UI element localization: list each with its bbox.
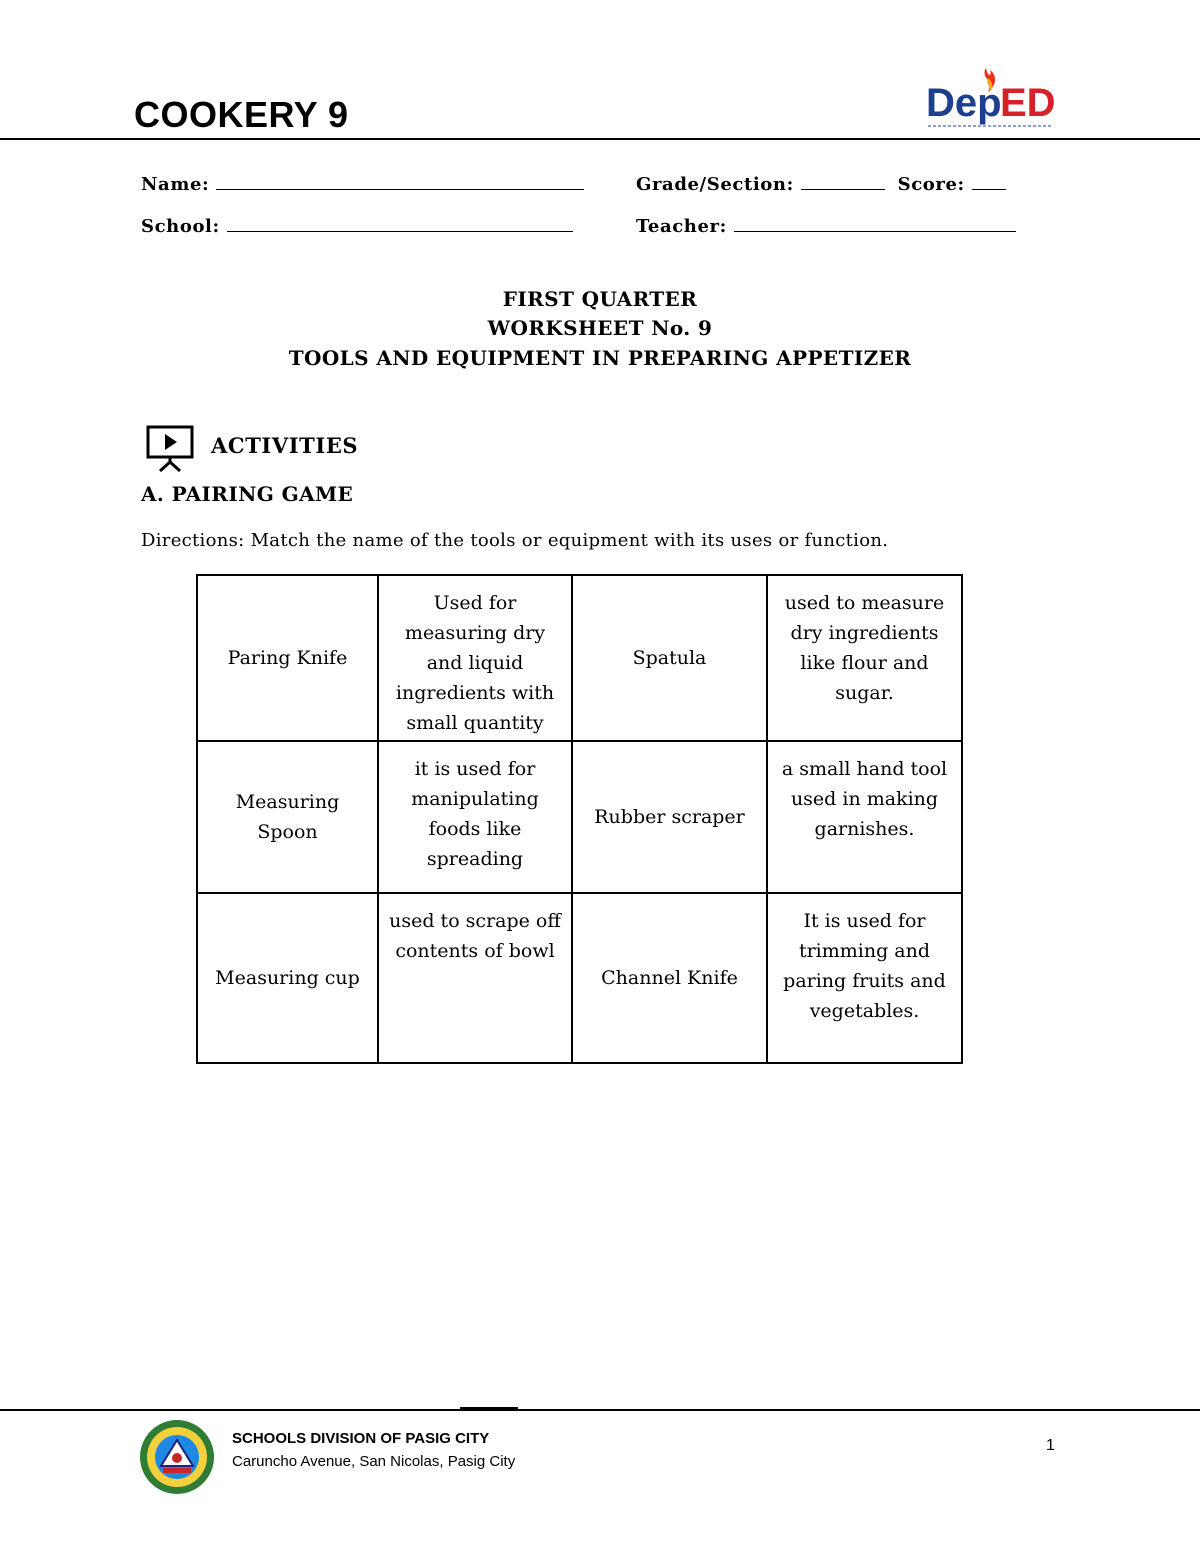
- activities-heading: ACTIVITIES: [211, 433, 359, 458]
- description-cell: a small hand tool used in making garnishes.: [767, 741, 962, 893]
- teacher-blank[interactable]: [734, 215, 1016, 232]
- pairing-game-heading: A. PAIRING GAME: [141, 482, 354, 506]
- tool-cell: Measuring cup: [197, 893, 378, 1063]
- directions-text: Directions: Match the name of the tools or equipment with its uses or function.: [141, 530, 889, 551]
- name-field: [141, 173, 584, 195]
- svg-text:ED: ED: [1000, 81, 1056, 125]
- school-field: [141, 215, 573, 237]
- svg-text:Dep: Dep: [926, 81, 1002, 125]
- header-divider: [0, 138, 1200, 140]
- school-label: School:: [141, 216, 220, 237]
- topic-title: TOOLS AND EQUIPMENT IN PREPARING APPETIZER: [288, 346, 912, 370]
- document-title: COOKERY 9: [134, 94, 349, 135]
- footer-divider-accent: [460, 1407, 518, 1411]
- description-cell: used to scrape off contents of bowl: [378, 893, 572, 1063]
- presentation-icon: [145, 424, 197, 472]
- grade-section-field: [636, 173, 1006, 195]
- worksheet-title: WORKSHEET No. 9: [487, 316, 713, 340]
- quarter-title: FIRST QUARTER: [502, 287, 698, 311]
- score-blank[interactable]: [972, 173, 1006, 190]
- division-address: Caruncho Avenue, San Nicolas, Pasig City: [232, 1453, 516, 1470]
- deped-logo: [924, 64, 1064, 136]
- tool-cell: Rubber scraper: [572, 741, 767, 893]
- division-seal-logo: [138, 1418, 216, 1496]
- tool-cell: Spatula: [572, 575, 767, 741]
- name-blank[interactable]: [216, 173, 584, 190]
- tool-cell: Measuring Spoon: [197, 741, 378, 893]
- tool-cell: Channel Knife: [572, 893, 767, 1063]
- name-label: Name:: [141, 174, 210, 195]
- division-name: SCHOOLS DIVISION OF PASIG CITY: [232, 1430, 490, 1447]
- teacher-label: Teacher:: [636, 216, 727, 237]
- grade-section-blank[interactable]: [801, 173, 885, 190]
- table-row: [197, 575, 962, 741]
- school-blank[interactable]: [227, 215, 573, 232]
- description-cell: used to measure dry ingredients like flour and sugar.: [767, 575, 962, 741]
- grade-section-label: Grade/Section:: [636, 174, 794, 195]
- description-cell: Used for measuring dry and liquid ingredients with small quantity: [378, 575, 572, 741]
- footer-divider: [0, 1409, 1200, 1411]
- description-cell: It is used for trimming and paring fruits and vegetables.: [767, 893, 962, 1063]
- score-label: Score:: [897, 174, 965, 195]
- page-number: 1: [1046, 1437, 1055, 1454]
- tool-cell: Paring Knife: [197, 575, 378, 741]
- teacher-field: [636, 215, 1016, 237]
- table-row: [197, 741, 962, 893]
- description-cell: it is used for manipulating foods like spreading: [378, 741, 572, 893]
- pairing-table: [196, 574, 963, 1064]
- table-row: [197, 893, 962, 1063]
